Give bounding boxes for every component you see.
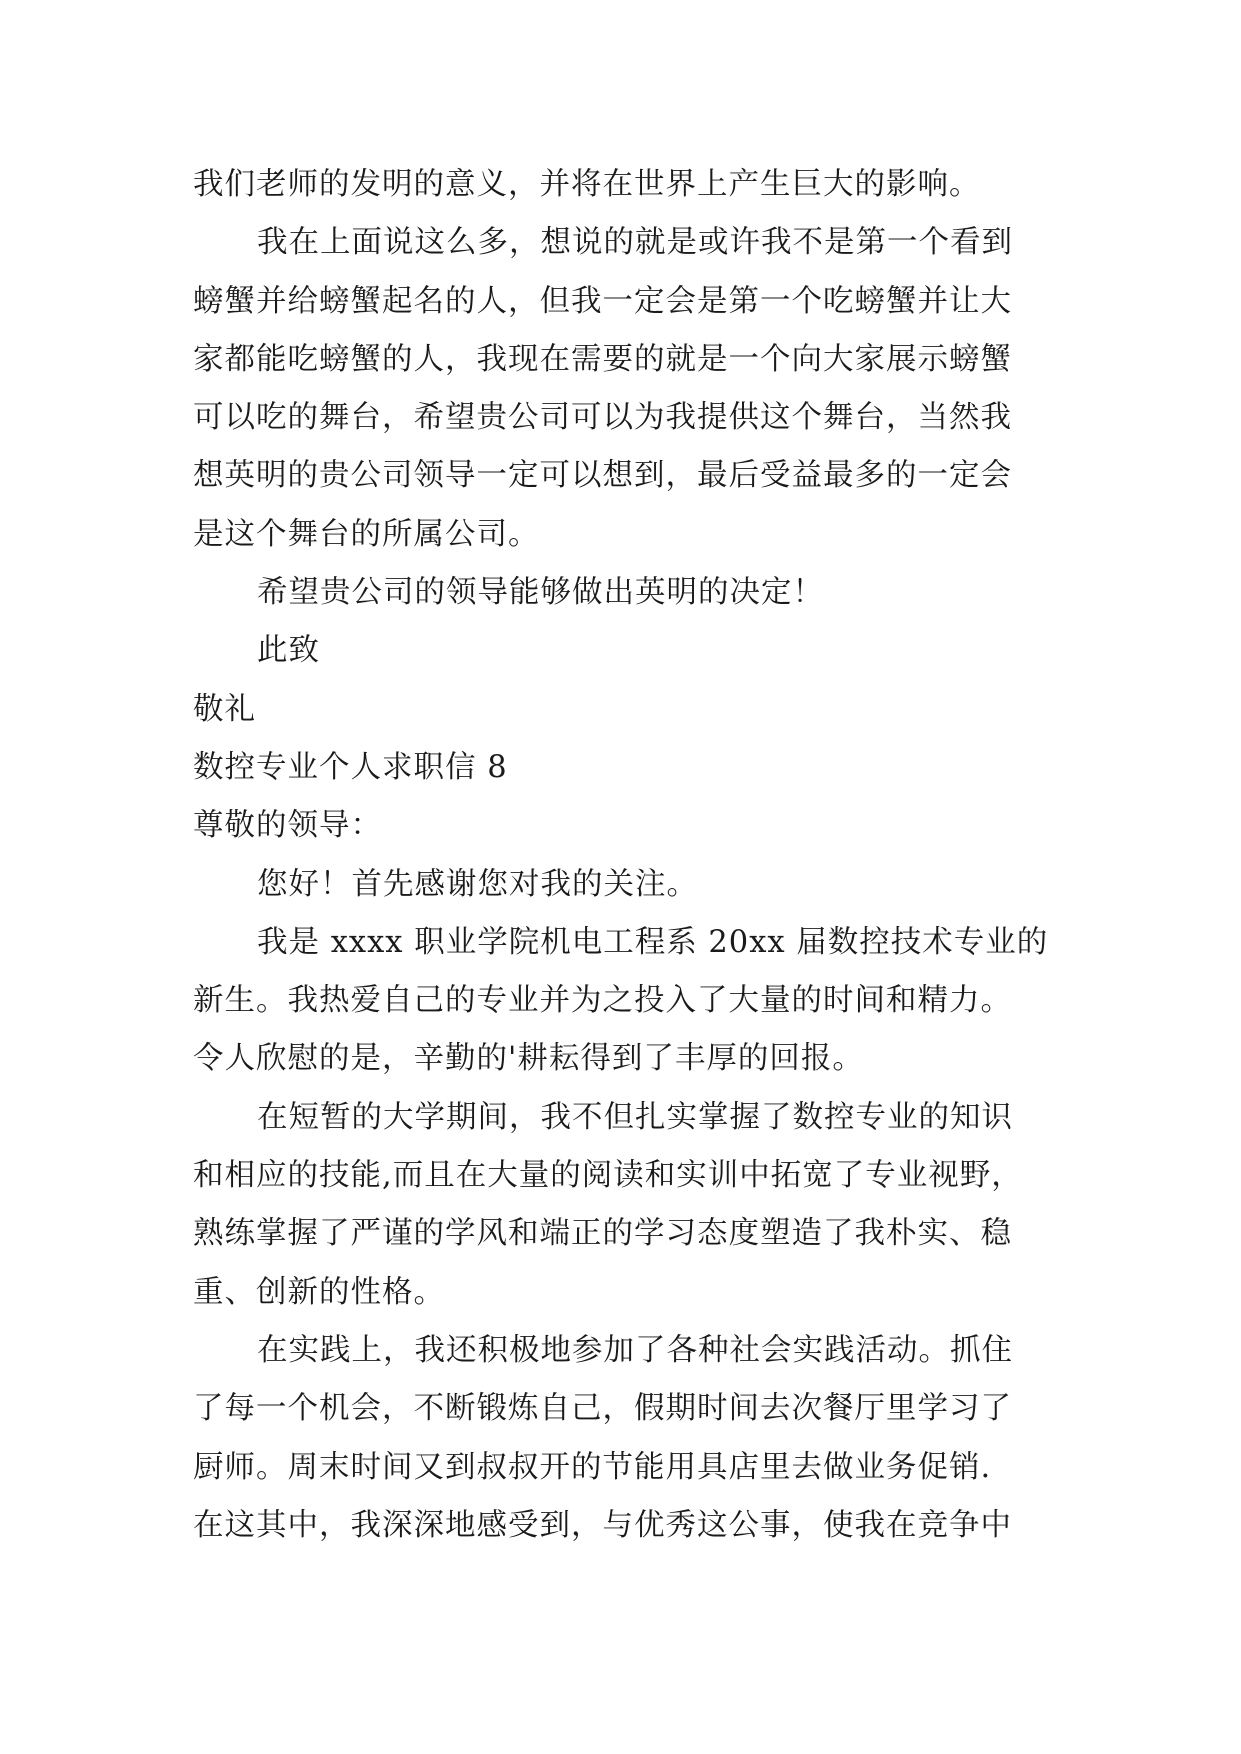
closing-regards: 敬礼: [193, 691, 256, 727]
text-line: 我在上面说这么多，想说的就是或许我不是第一个看到: [257, 225, 1013, 261]
text-line: 在实践上，我还积极地参加了各种社会实践活动。抓住: [257, 1332, 1013, 1368]
text-line: 熟练掌握了严谨的学风和端正的学习态度塑造了我朴实、稳: [193, 1216, 1012, 1252]
text-line: 新生。我热爱自己的专业并为之投入了大量的时间和精力。: [193, 983, 1012, 1019]
text-line: 我们老师的发明的意义，并将在世界上产生巨大的影响。: [193, 167, 981, 202]
text-line: 可以吃的舞台，希望贵公司可以为我提供这个舞台，当然我: [193, 400, 1012, 436]
text-line: 在短暂的大学期间，我不但扎实掌握了数控专业的知识: [257, 1099, 1013, 1135]
text-line: 您好！首先感谢您对我的关注。: [257, 866, 698, 902]
text-line: 令人欣慰的是，辛勤的'耕耘得到了丰厚的回报。: [193, 1041, 864, 1077]
text-line: 了每一个机会，不断锻炼自己，假期时间去次餐厅里学习了: [193, 1391, 1012, 1427]
text-line: 在这其中，我深深地感受到，与优秀这公事，使我在竞争中: [193, 1507, 1012, 1543]
letter-greeting: 尊敬的领导：: [193, 808, 382, 844]
text-line: 螃蟹并给螃蟹起名的人，但我一定会是第一个吃螃蟹并让大: [193, 283, 1012, 319]
closing-salutation: 此致: [257, 633, 320, 669]
text-line: 和相应的技能,而且在大量的阅读和实训中拓宽了专业视野，: [193, 1158, 1023, 1194]
text-line: 是这个舞台的所属公司。: [193, 516, 540, 552]
text-line: 想英明的贵公司领导一定可以想到，最后受益最多的一定会: [193, 458, 1012, 494]
text-line: 厨师。周末时间又到叔叔开的节能用具店里去做业务促销.: [193, 1449, 992, 1485]
text-line: 我是 xxxx 职业学院机电工程系 20xx 届数控技术专业的: [257, 924, 1049, 960]
document-body: [193, 156, 1073, 1555]
section-title: 数控专业个人求职信 8: [193, 749, 508, 785]
text-line: 重、创新的性格。: [193, 1274, 445, 1310]
text-line: 家都能吃螃蟹的人，我现在需要的就是一个向大家展示螃蟹: [193, 341, 1012, 377]
text-line: 希望贵公司的领导能够做出英明的决定！: [257, 575, 824, 611]
